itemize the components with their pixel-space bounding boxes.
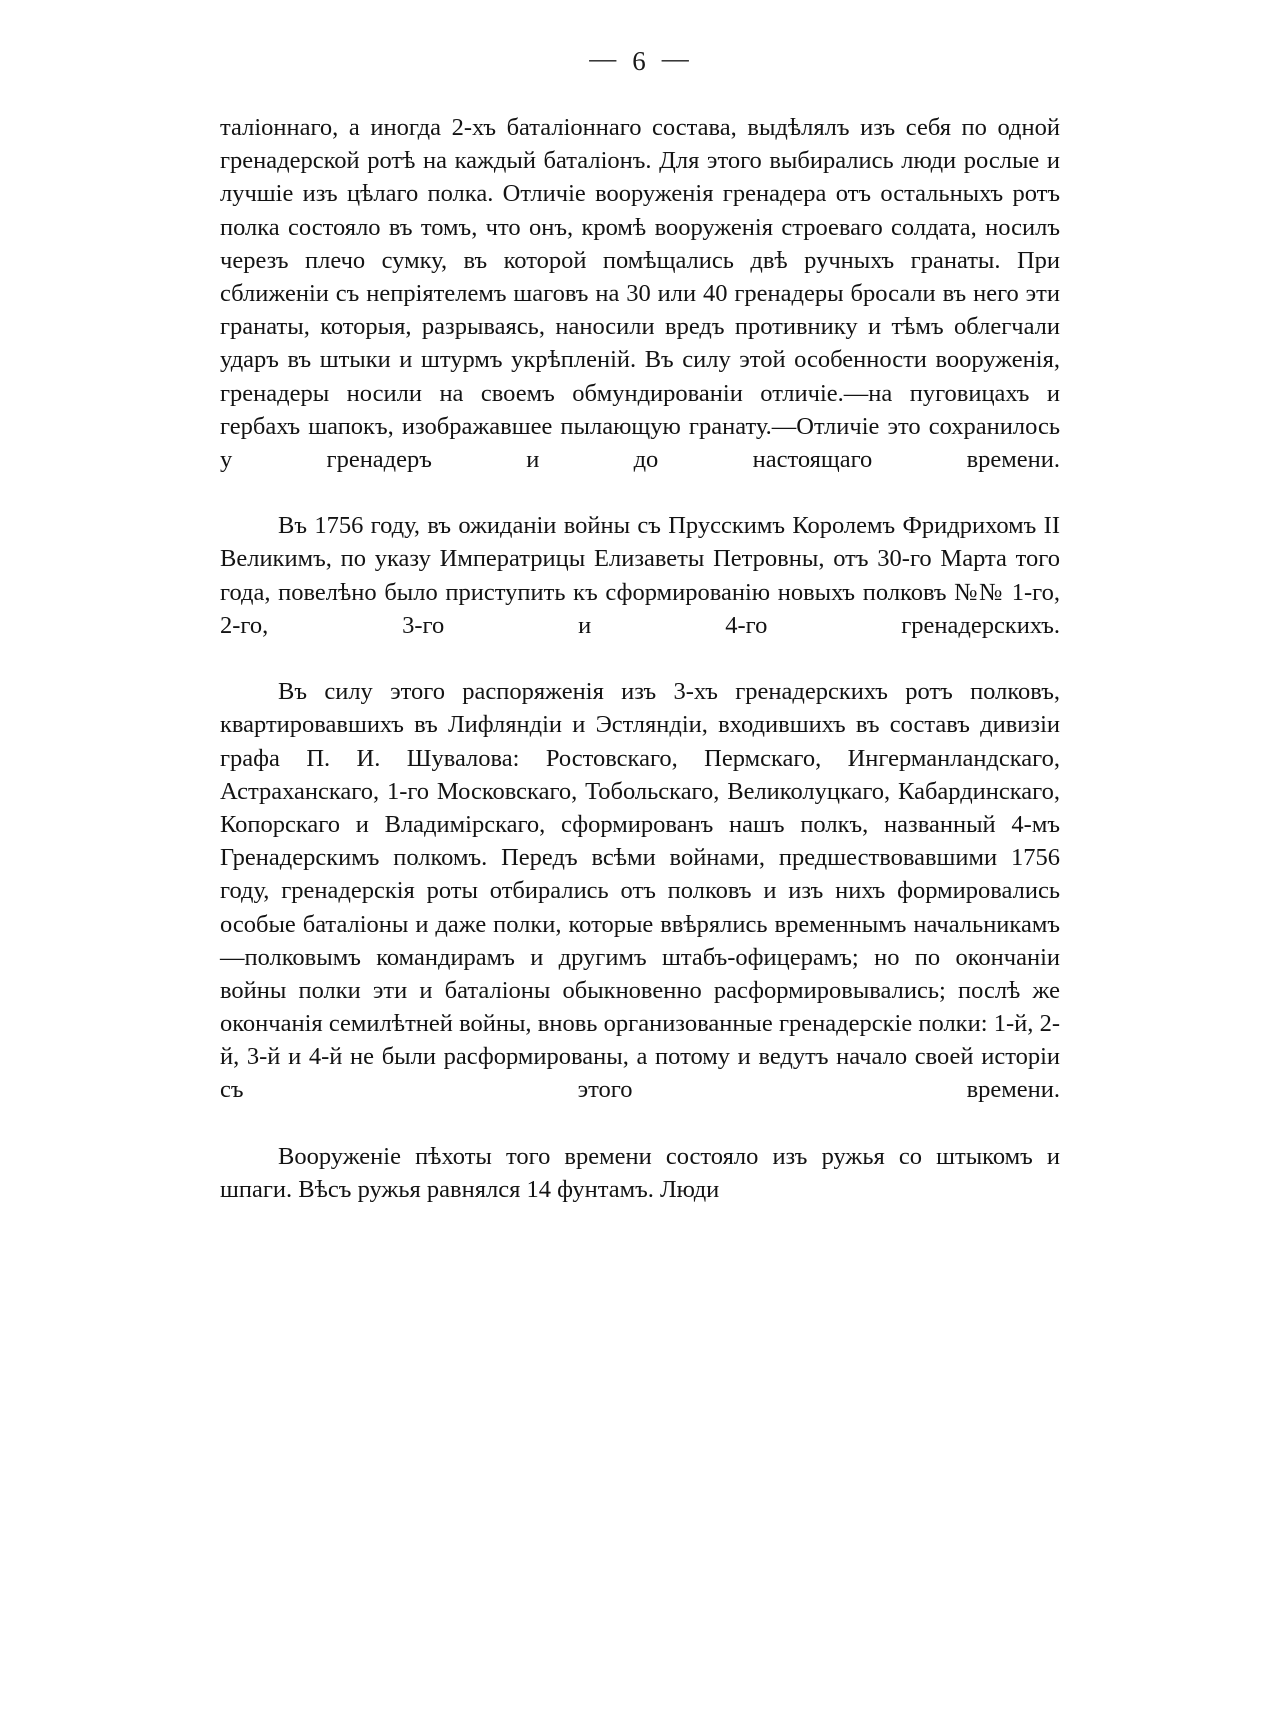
header-dash-left: — — [589, 43, 619, 73]
page-number: 6 — [632, 46, 648, 76]
paragraph: таліоннаго, а иногда 2-хъ баталіоннаго состава, выдѣлялъ изъ себя по одной гренадерской ротѣ на каждый баталіонъ. Для этого выбирались люди рослые и лучшіе изъ цѣлаго полка. Отличіе вооруженія гренадера отъ остальныхъ ротъ полка состояло въ томъ, что онъ, кромѣ вооруженія строеваго солдата, носилъ черезъ плечо сумку, въ которой помѣщались двѣ ручныхъ гранаты. При сближеніи съ непріятелемъ шаговъ на 30 или 40 гренадеры бросали въ него эти гранаты, которыя, разрываясь, наносили вредъ противнику и тѣмъ облегчали ударъ въ штыки и штурмъ укрѣпленій. Въ силу этой особенности вооруженія, гренадеры носили на своемъ обмундированіи отличіе.—на пуговицахъ и гербахъ шапокъ, изображавшее пылающую гранату.—Отличіе это сохранилось у гренадеръ и до настоящаго времени. — [220, 114, 1060, 473]
paragraph: Вооруженіе пѣхоты того времени состояло изъ ружья со штыкомъ и шпаги. Вѣсъ ружья равнялся 14 фунтамъ. Люди — [220, 1142, 1060, 1203]
header-dash-right: — — [661, 43, 691, 73]
page-header — [0, 0, 1280, 77]
body-text — [220, 111, 1060, 1206]
paragraph: Въ силу этого распоряженія изъ 3-хъ гренадерскихъ ротъ полковъ, квартировавшихъ въ Лифляндіи и Эстляндіи, входившихъ въ составъ дивизіи графа П. И. Шувалова: Ростовскаго, Пермскаго, Ингерманландскаго, Астраханскаго, 1-го Московскаго, Тобольскаго, Великолуцкаго, Кабардинскаго, Копорскаго и Владимірскаго, сформированъ нашъ полкъ, названный 4-мъ Гренадерскимъ полкомъ. Передъ всѣми войнами, предшествовавшими 1756 году, гренадерскія роты отбирались отъ полковъ и изъ нихъ формировались особые баталіоны и даже полки, которые ввѣрялись временнымъ начальникамъ—полковымъ командирамъ и другимъ штабъ-офицерамъ; но по окончаніи войны полки эти и баталіоны обыкновенно расформировывались; послѣ же окончанія семилѣтней войны, вновь организованные гренадерскіе полки: 1-й, 2-й, 3-й и 4-й не были расформированы, а потому и ведутъ начало своей исторіи съ этого времени. — [220, 678, 1060, 1104]
paragraph: Въ 1756 году, въ ожиданіи войны съ Прусскимъ Королемъ Фридрихомъ II Великимъ, по указу Императрицы Елизаветы Петровны, отъ 30-го Марта того года, повелѣно было приступить къ сформированію новыхъ полковъ №№ 1-го, 2-го, 3-го и 4-го гренадерскихъ. — [220, 512, 1060, 639]
